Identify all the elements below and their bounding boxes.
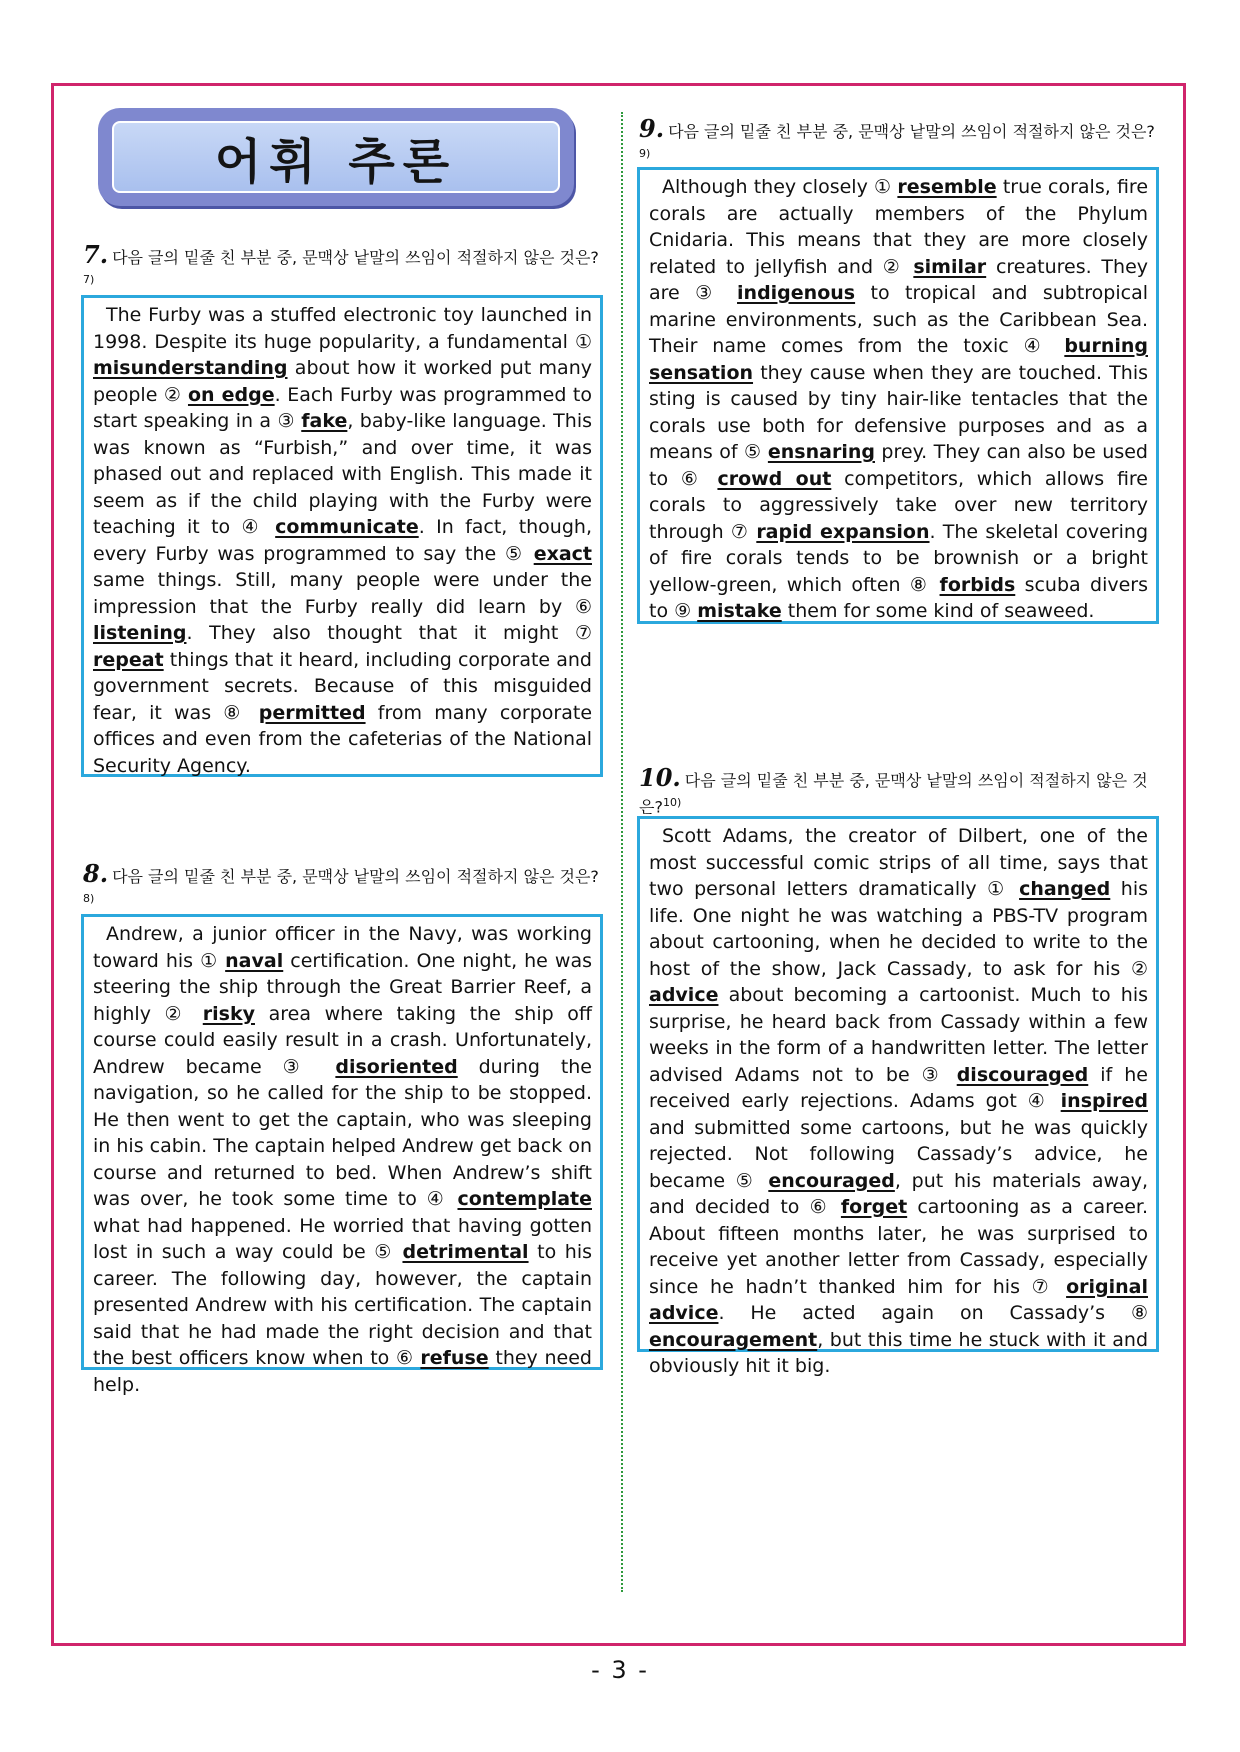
passage-text: , put his materials away, and decided to ⑥ [649, 1169, 1149, 1218]
underlined-word: misunderstanding [93, 357, 288, 379]
passage-text: if he received early rejections. Adams got ④ [649, 1063, 1148, 1112]
passage-text: from many corporate offices and even from the cafeterias of the National Security Agency. [93, 701, 593, 777]
question-10-passage [649, 823, 1148, 1380]
passage-text: , baby-like language. This was known as “Furbish,” and over time, it was phased out and replaced with English. This made it seem as if the child playing with the Furby were teaching it to ④ [93, 410, 593, 538]
question-number: 7. [83, 240, 109, 269]
column-divider [621, 112, 623, 1592]
passage-text: . Each Furby was programmed to start speaking in a ③ [93, 383, 592, 432]
passage-text: about how it worked put many people ② [93, 357, 592, 406]
underlined-word: refuse [420, 1347, 489, 1369]
underlined-word: on edge [187, 383, 275, 406]
underlined-word: disoriented [335, 1055, 458, 1078]
section-title-panel [112, 121, 560, 193]
footnote-marker: 8) [83, 892, 95, 905]
question-instruction: 다음 글의 밑줄 친 부분 중, 문맥상 낱말의 쓰임이 적절하지 않은 것은? [639, 771, 1148, 817]
passage-text: Although they closely ① [662, 176, 898, 198]
passage-text: they cause when they are touched. This sting is caused by tiny hair-like tentacles that the corals use both for defensive purposes and as a means of ⑤ [649, 361, 1148, 463]
question-8-header [83, 859, 603, 914]
passage-text: . The skeletal covering of fire corals tends to be brownish or a bright yellow-green, which often ⑧ [649, 520, 1148, 596]
underlined-word: permitted [258, 701, 366, 724]
question-7-header [83, 240, 603, 295]
underlined-word: rapid expansion [756, 520, 930, 543]
passage-text: prey. They can also be used to ⑥ [649, 441, 1148, 490]
passage-text: true corals, fire corals are actually members of the Phylum Cnidaria. This means that they are more closely related to jellyfish and ② [649, 176, 1149, 278]
question-9-passage [649, 174, 1148, 625]
underlined-word: crowd out [717, 467, 832, 490]
page-number: - 3 - [591, 1656, 649, 1684]
question-7-passage-box [81, 295, 603, 777]
question-number: 9. [639, 114, 665, 143]
footnote-marker: 10) [662, 796, 682, 809]
question-9-passage-box [637, 167, 1159, 624]
passage-text: they need help. [93, 1347, 592, 1396]
passage-text: to his career. The following day, however, the captain presented Andrew with his certification. The captain said that he had made the right decision and that the best officers know when to ⑥ [93, 1241, 593, 1369]
passage-text: and submitted some cartoons, but he was quickly rejected. Not following Cassady’s advice, he became ⑤ [649, 1116, 1148, 1192]
underlined-word: encouragement [649, 1328, 818, 1351]
underlined-word: changed [1019, 878, 1111, 900]
footnote-marker: 7) [83, 273, 95, 286]
passage-text: competitors, which allows fire corals to aggressively take over new territory through ⑦ [649, 467, 1149, 543]
question-instruction: 다음 글의 밑줄 친 부분 중, 문맥상 낱말의 쓰임이 적절하지 않은 것은? [668, 122, 1155, 141]
underlined-word: discouraged [956, 1063, 1089, 1086]
passage-text: . He acted again on Cassady’s ⑧ [718, 1302, 1148, 1324]
passage-text: what had happened. He worried that having gotten lost in such a way could be ⑤ [93, 1214, 592, 1263]
question-instruction: 다음 글의 밑줄 친 부분 중, 문맥상 낱말의 쓰임이 적절하지 않은 것은? [112, 867, 599, 886]
underlined-word: detrimental [402, 1241, 529, 1263]
question-number: 8. [83, 859, 109, 888]
underlined-word: risky [202, 1002, 255, 1025]
underlined-word: communicate [275, 516, 419, 538]
underlined-word: original advice [649, 1275, 1148, 1324]
underlined-word: fake [301, 410, 348, 432]
underlined-word: inspired [1060, 1090, 1148, 1112]
underlined-word: forbids [939, 573, 1016, 596]
question-8-passage [93, 921, 592, 1398]
passage-text: cartooning as a career. About fifteen months later, he was surprised to receive yet another letter from Cassady, especially since he hadn’t thanked him for his ⑦ [649, 1196, 1148, 1298]
underlined-word: similar [913, 255, 987, 278]
question-10-header [639, 763, 1159, 818]
underlined-word: ensnaring [767, 441, 875, 463]
passage-text: The Furby was a stuffed electronic toy launched in 1998. Despite its huge popularity, a fundamental ① [93, 304, 592, 353]
section-title-badge [98, 108, 574, 206]
underlined-word: listening [93, 622, 187, 644]
underlined-word: encouraged [768, 1169, 895, 1192]
passage-text: . In fact, though, every Furby was programmed to say the ⑤ [93, 516, 592, 565]
passage-text: during the navigation, so he called for the ship to be stopped. He then went to get the captain, who was sleeping in his cabin. The captain helped Andrew get back on course and returned to bed. When Andrew’s shift was over, he took some time to ④ [93, 1055, 592, 1210]
passage-text: scuba divers to ⑨ [649, 573, 1148, 622]
passage-text: . They also thought that it might ⑦ [186, 622, 592, 644]
question-number: 10. [639, 763, 681, 792]
passage-text: area where taking the ship off course could easily result in a crash. Unfortunately, Andrew became ③ [93, 1002, 592, 1078]
underlined-word: naval [225, 949, 284, 972]
underlined-word: mistake [697, 600, 782, 622]
question-8-passage-box [81, 914, 603, 1396]
passage-text: Scott Adams, the creator of Dilbert, one of the most successful comic strips of all time, says that two personal letters dramatically ① [649, 825, 1148, 900]
passage-text: same things. Still, many people were under the impression that the Furby really did learn by ⑥ [93, 569, 592, 618]
passage-text: things that it heard, including corporate and government secrets. Because of this misguided fear, it was ⑧ [93, 648, 592, 724]
passage-text: , but this time he stuck with it and obviously hit it big. [649, 1328, 1148, 1377]
passage-text: about becoming a cartoonist. Much to his surprise, he heard back from Cassady within a few weeks in the form of a handwritten letter. The letter advised Adams not to be ③ [649, 984, 1148, 1086]
underlined-word: indigenous [737, 282, 856, 304]
underlined-word: forget [840, 1196, 908, 1218]
question-7-passage [93, 302, 592, 779]
underlined-word: repeat [93, 648, 164, 671]
underlined-word: contemplate [457, 1188, 592, 1210]
passage-text: to tropical and subtropical marine environments, such as the Caribbean Sea. Their name comes from the toxic ④ [649, 282, 1148, 357]
passage-text: certification. One night, he was steering the ship through the Great Barrier Reef, a highly ② [93, 949, 592, 1025]
underlined-word: exact [533, 542, 592, 565]
passage-text: creatures. They are ③ [649, 255, 1148, 304]
passage-text: his life. One night he was watching a PBS-TV program about cartooning, when he decided to write to the host of the show, Jack Cassady, to ask for his ② [649, 878, 1148, 980]
footnote-marker: 9) [639, 147, 651, 160]
section-title: 어휘 추론 [214, 133, 458, 190]
underlined-word: resemble [897, 176, 997, 198]
question-10-passage-box [637, 816, 1159, 1377]
underlined-word: advice [649, 984, 719, 1006]
question-instruction: 다음 글의 밑줄 친 부분 중, 문맥상 낱말의 쓰임이 적절하지 않은 것은? [112, 248, 599, 267]
underlined-word: burning sensation [649, 335, 1148, 384]
passage-text: them for some kind of seaweed. [781, 600, 1095, 622]
passage-text: Andrew, a junior officer in the Navy, was working toward his ① [93, 923, 592, 972]
question-9-header [639, 114, 1159, 169]
